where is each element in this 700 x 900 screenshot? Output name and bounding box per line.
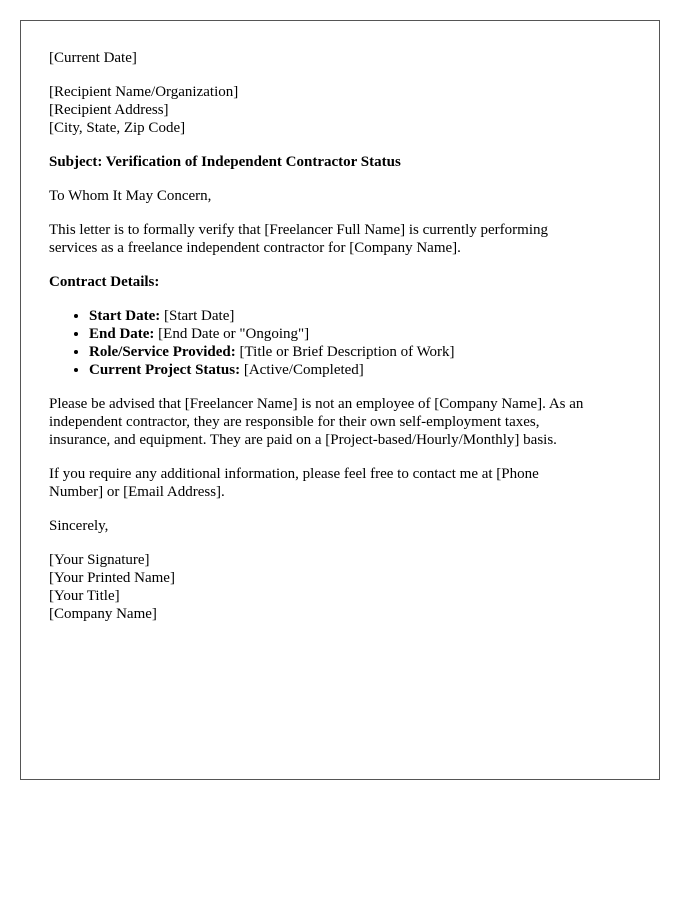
date-text: [Current Date] — [49, 50, 137, 66]
subject-line — [49, 153, 631, 171]
recipient-block — [49, 83, 631, 137]
closing — [49, 517, 631, 535]
closing-text: Sincerely, — [49, 518, 109, 534]
contact-line-1: If you require any additional information, please feel free to contact me at [Phone — [49, 466, 539, 482]
salutation-text: To Whom It May Concern, — [49, 188, 212, 204]
recipient-address: [Recipient Address] — [49, 102, 169, 118]
printed-name: [Your Printed Name] — [49, 570, 175, 586]
detail-value: [End Date or "Ongoing"] — [154, 326, 310, 342]
letter-date — [49, 49, 631, 67]
recipient-name: [Recipient Name/Organization] — [49, 84, 239, 100]
contact-paragraph — [49, 465, 631, 501]
detail-value: [Title or Brief Description of Work] — [235, 344, 455, 360]
intro-paragraph — [49, 221, 631, 257]
advisory-line-3: insurance, and equipment. They are paid on a [Project-based/Hourly/Monthly] basis. — [49, 432, 557, 448]
recipient-city: [City, State, Zip Code] — [49, 120, 186, 136]
contract-heading-text: Contract Details: — [49, 274, 160, 290]
letter-page — [20, 20, 660, 780]
signature-block — [49, 551, 631, 623]
signature-placeholder: [Your Signature] — [49, 552, 150, 568]
detail-label: Start Date: — [89, 308, 161, 324]
salutation — [49, 187, 631, 205]
detail-role — [89, 343, 631, 361]
intro-line-2: services as a freelance independent contractor for [Company Name]. — [49, 240, 461, 256]
detail-value: [Active/Completed] — [240, 362, 364, 378]
detail-label: Current Project Status: — [89, 362, 241, 378]
signer-title: [Your Title] — [49, 588, 120, 604]
signer-company: [Company Name] — [49, 606, 157, 622]
detail-value: [Start Date] — [160, 308, 235, 324]
detail-end-date — [89, 325, 631, 343]
advisory-paragraph — [49, 395, 631, 449]
contact-line-2: Number] or [Email Address]. — [49, 484, 225, 500]
intro-line-1: This letter is to formally verify that [Freelancer Full Name] is currently performing — [49, 222, 549, 238]
detail-status — [89, 361, 631, 379]
detail-label: End Date: — [89, 326, 155, 342]
advisory-line-1: Please be advised that [Freelancer Name] is not an employee of [Company Name]. As an — [49, 396, 584, 412]
detail-start-date — [89, 307, 631, 325]
contract-details-heading — [49, 273, 631, 291]
contract-details-list — [49, 307, 631, 379]
advisory-line-2: independent contractor, they are responsible for their own self-employment taxes, — [49, 414, 540, 430]
subject-text: Subject: Verification of Independent Contractor Status — [49, 154, 401, 170]
detail-label: Role/Service Provided: — [89, 344, 236, 360]
